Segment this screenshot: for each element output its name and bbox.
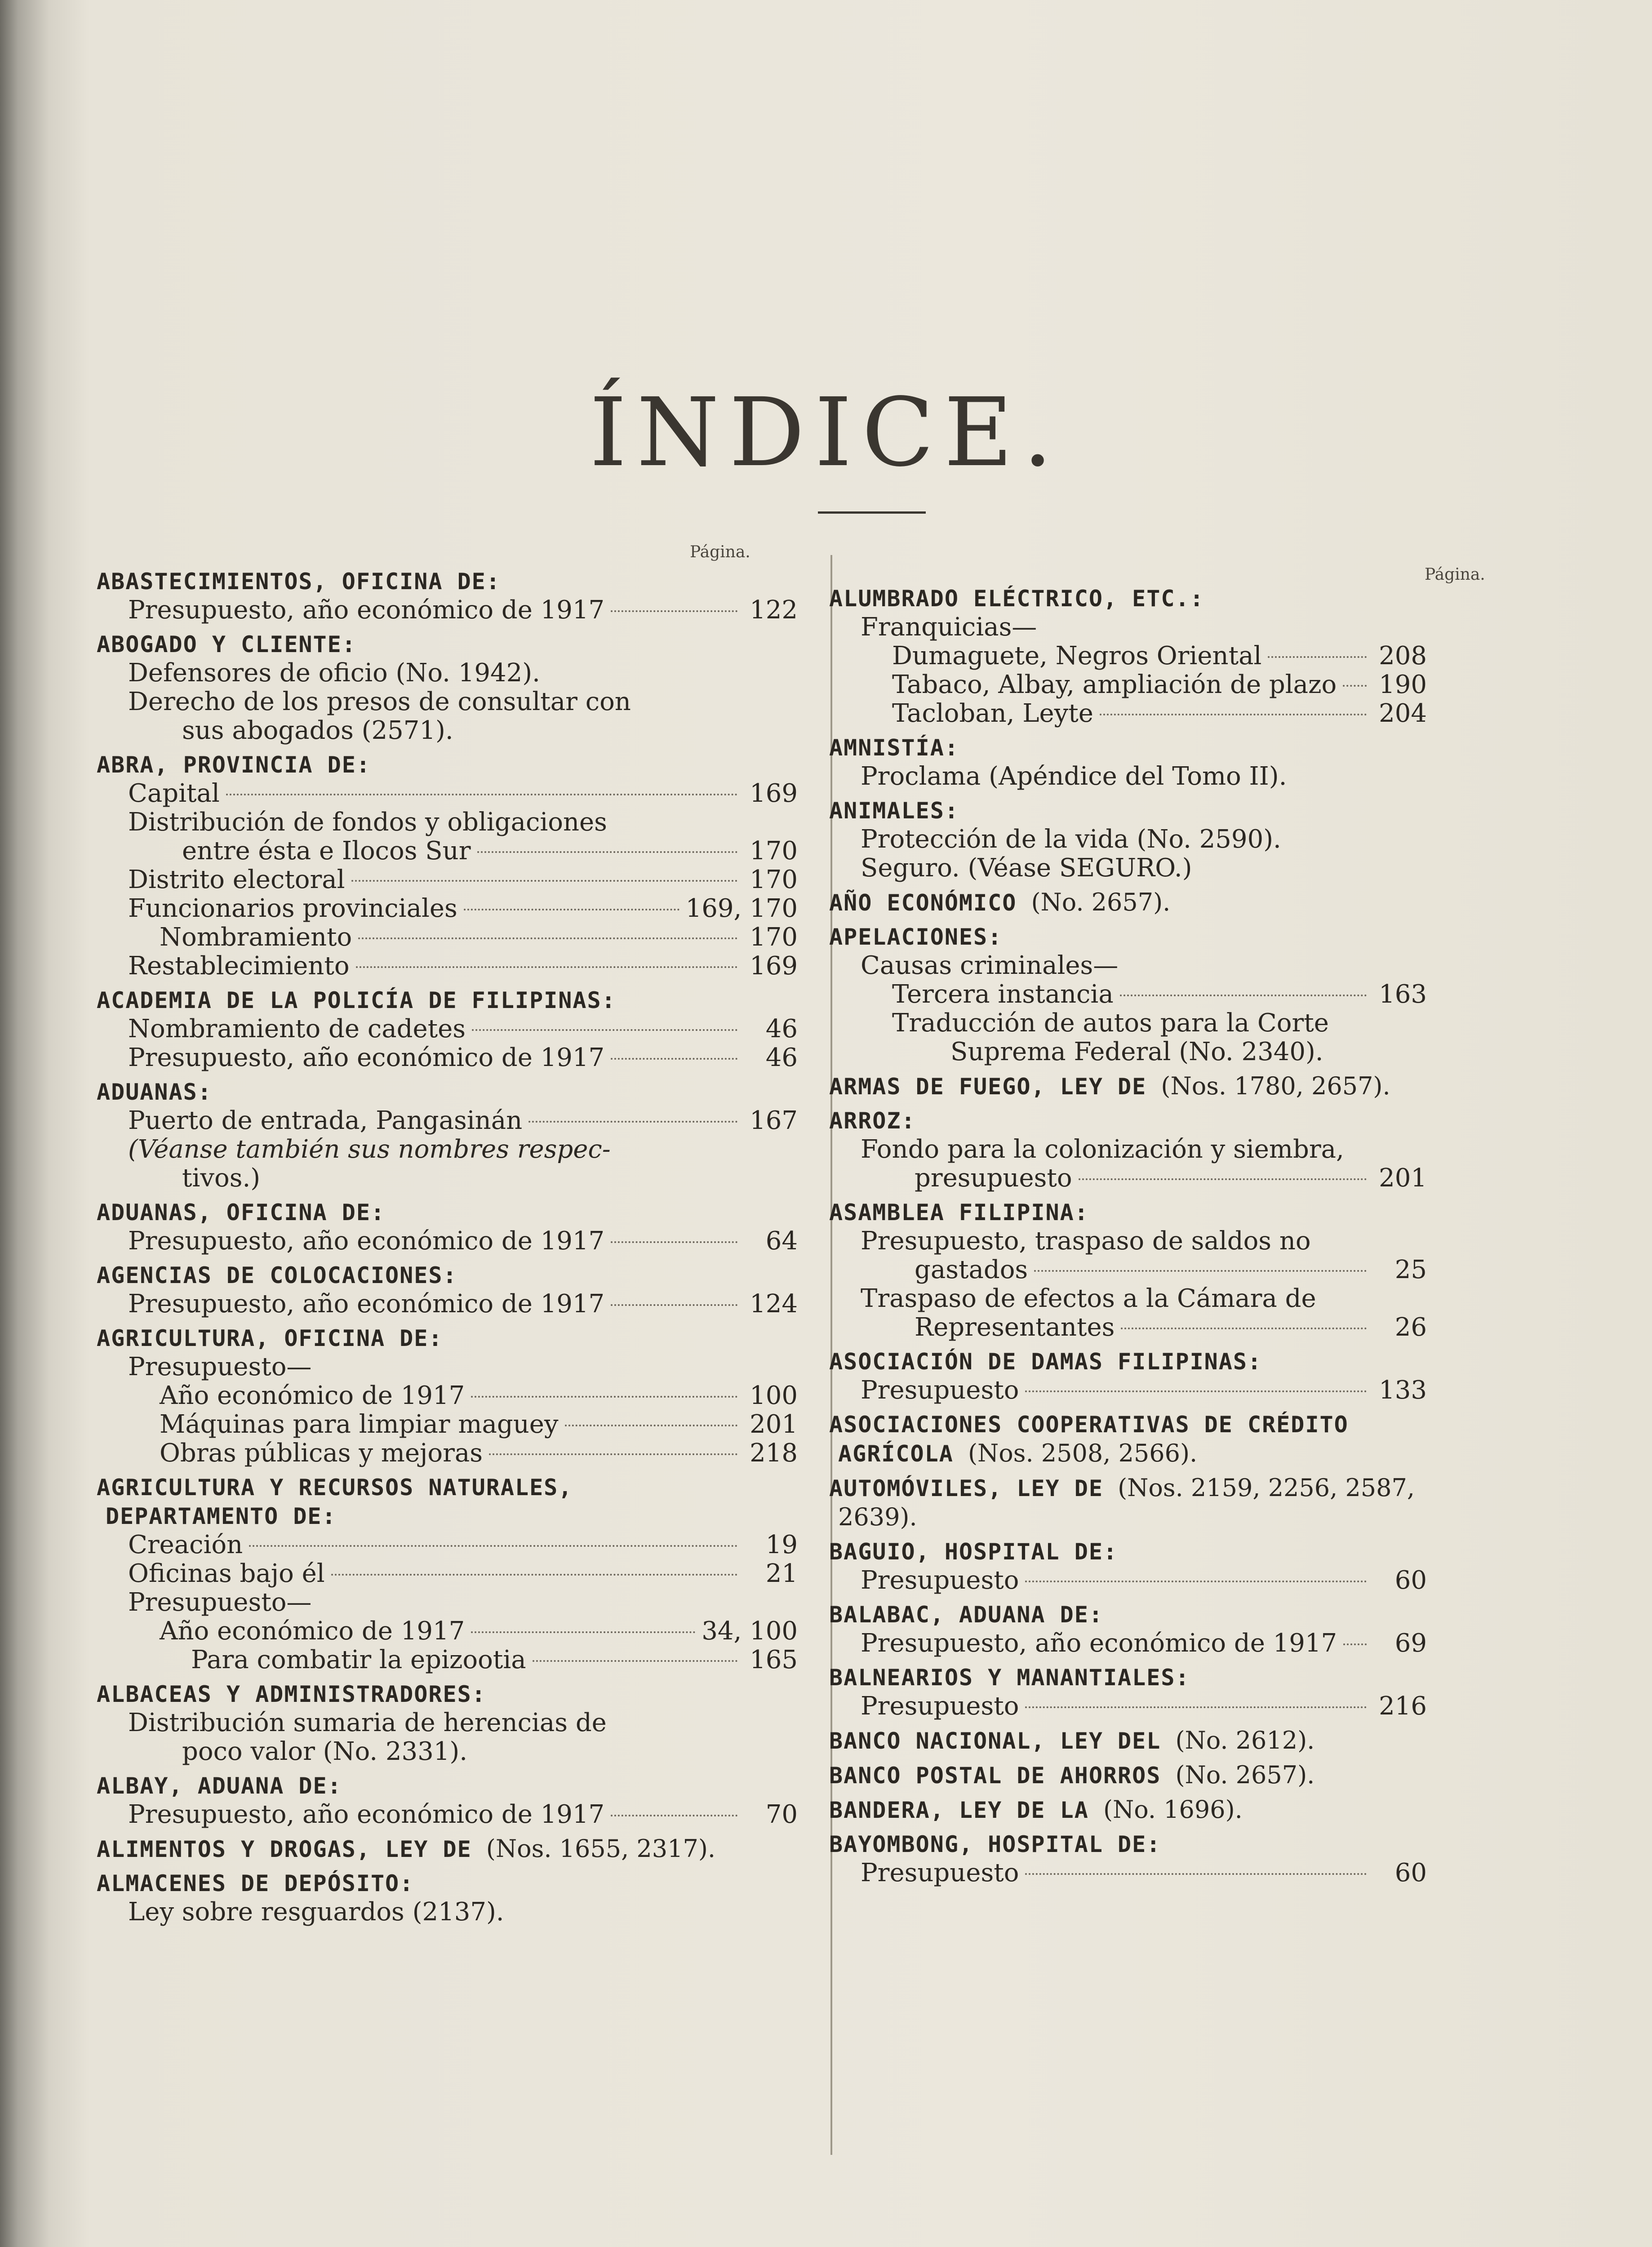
entry-heading: ASOCIACIÓN DE DAMAS FILIPINAS:	[829, 1349, 1262, 1375]
entry-subitem: Presupuesto, año económico de 1917 70	[128, 1800, 798, 1829]
page-ref: 218	[750, 1439, 798, 1468]
page-ref: 208	[1379, 641, 1427, 671]
page-ref: 201	[750, 1410, 798, 1439]
page-ref: 69	[1394, 1629, 1427, 1658]
entry-heading: ABOGADO Y CLIENTE:	[97, 631, 356, 657]
page-ref: 19	[765, 1530, 798, 1559]
index-entry	[97, 1772, 798, 1829]
index-left-column	[97, 567, 798, 1932]
entry-heading: ALBAY, ADUANA DE:	[97, 1773, 342, 1799]
index-entry	[829, 796, 1427, 883]
entry-subitem: Distribución de fondos y obligaciones	[128, 808, 607, 837]
entry-heading: ARMAS DE FUEGO, LEY DE (Nos. 1780, 2657).	[829, 1072, 1390, 1100]
index-entry	[829, 1663, 1427, 1721]
page-ref: 216	[1379, 1692, 1427, 1721]
index-entry	[97, 630, 798, 745]
index-entry	[97, 1078, 798, 1193]
entry-subitem: Presupuesto, año económico de 1917 64	[128, 1226, 798, 1256]
entry-subitem: Presupuesto, año económico de 1917 69	[861, 1629, 1427, 1658]
page-ref: 34, 100	[702, 1616, 798, 1646]
entry-subitem: Tabaco, Albay, ampliación de plazo 190	[892, 670, 1427, 699]
index-entry	[829, 1830, 1427, 1887]
entry-subitem: Seguro. (Véase SEGURO.)	[861, 853, 1192, 883]
entry-subitem: Traspaso de efectos a la Cámara de	[861, 1284, 1316, 1313]
index-entry	[97, 1869, 798, 1927]
entry-subitem: Dumaguete, Negros Oriental 208	[892, 641, 1427, 671]
entry-subitem: Puerto de entrada, Pangasinán 167	[128, 1106, 798, 1135]
entry-subitem-cont: gastados 25	[915, 1255, 1427, 1284]
entry-subitem: Distribución sumaria de herencias de	[128, 1708, 607, 1737]
entry-subitem: Presupuesto, año económico de 1917 122	[128, 595, 798, 625]
entry-subitem: Año económico de 1917 100	[160, 1381, 798, 1410]
left-page-label: Página.	[690, 543, 751, 561]
entry-subitem-cont: entre ésta e Ilocos Sur 170	[182, 836, 798, 866]
page-ref: 169	[750, 951, 798, 981]
entry-subitem: Protección de la vida (No. 2590).	[861, 825, 1281, 854]
entry-heading: ADUANAS, OFICINA DE:	[97, 1199, 386, 1226]
entry-subitem: Presupuesto, año económico de 1917 124	[128, 1289, 798, 1319]
page-ref: 190	[1379, 670, 1427, 699]
index-entry	[829, 1537, 1427, 1595]
entry-subitem: Tacloban, Leyte 204	[892, 699, 1427, 728]
entry-heading: BANCO POSTAL DE AHORROS (No. 2657).	[829, 1761, 1315, 1789]
entry-subitem: Distrito electoral 170	[128, 865, 798, 894]
entry-heading: BANDERA, LEY DE LA (No. 1696).	[829, 1795, 1243, 1824]
index-entry	[829, 1106, 1427, 1193]
index-entry	[829, 1795, 1427, 1825]
entry-subitem: Nombramiento 170	[160, 923, 798, 952]
right-page-label: Página.	[1425, 565, 1485, 584]
entry-subitem-cont: tivos.)	[182, 1163, 261, 1193]
page-title: ÍNDICE.	[589, 377, 1063, 488]
entry-subitem: Presupuesto 216	[861, 1692, 1427, 1721]
index-entry	[97, 750, 798, 981]
index-entry	[97, 986, 798, 1072]
page-ref: 70	[765, 1800, 798, 1829]
page-ref: 124	[750, 1289, 798, 1319]
entry-subitem-cont: Representantes 26	[915, 1313, 1427, 1342]
entry-heading: AGENCIAS DE COLOCACIONES:	[97, 1262, 457, 1288]
entry-subitem: Presupuesto, año económico de 1917 46	[128, 1043, 798, 1072]
entry-subitem: Presupuesto 133	[861, 1376, 1427, 1405]
entry-subitem: Ley sobre resguardos (2137).	[128, 1897, 504, 1927]
page-ref: 133	[1379, 1376, 1427, 1405]
entry-heading: ASOCIACIONES COOPERATIVAS DE CRÉDITO AGRÍCOLA (Nos. 2508, 2566).	[829, 1412, 1349, 1467]
entry-heading: ASAMBLEA FILIPINA:	[829, 1199, 1089, 1226]
entry-heading: BAYOMBONG, HOSPITAL DE:	[829, 1831, 1161, 1857]
entry-subitem: Para combatir la epizootia 165	[191, 1645, 798, 1674]
page-ref: 169, 170	[685, 894, 798, 923]
page-ref: 46	[765, 1043, 798, 1072]
index-entry	[97, 1834, 798, 1864]
index-entry	[829, 1600, 1427, 1658]
entry-subitem: Capital 169	[128, 779, 798, 808]
entry-subitem: Traducción de autos para la Corte	[892, 1008, 1329, 1038]
entry-heading: APELACIONES:	[829, 924, 1003, 950]
entry-heading: ARROZ:	[829, 1108, 916, 1134]
entry-subitem: Restablecimiento 169	[128, 951, 798, 981]
page-ref: 170	[750, 923, 798, 952]
index-entry	[829, 1726, 1427, 1755]
page-ref: 163	[1379, 980, 1427, 1009]
entry-heading: ALMACENES DE DEPÓSITO:	[97, 1870, 414, 1896]
entry-heading: AÑO ECONÓMICO (No. 2657).	[829, 888, 1171, 916]
entry-subitem: Nombramiento de cadetes 46	[128, 1014, 798, 1044]
page-ref: 25	[1394, 1255, 1427, 1284]
index-entry	[829, 888, 1427, 917]
entry-subitem-cont: poco valor (No. 2331).	[182, 1737, 468, 1766]
page-ref: 64	[765, 1226, 798, 1256]
entry-subitem: Franquicias—	[861, 613, 1037, 642]
page-ref: 204	[1379, 699, 1427, 728]
page-ref: 170	[750, 836, 798, 866]
entry-heading: BALNEARIOS Y MANANTIALES:	[829, 1665, 1190, 1691]
index-entry	[97, 1198, 798, 1256]
index-entry	[829, 1761, 1427, 1790]
page-ref: 201	[1379, 1163, 1427, 1193]
entry-heading: AGRICULTURA Y RECURSOS NATURALES, DEPARTAMENTO DE:	[97, 1474, 573, 1529]
entry-subitem: Defensores de oficio (No. 1942).	[128, 658, 540, 688]
page-ref: 60	[1394, 1566, 1427, 1595]
index-entry	[829, 1198, 1427, 1342]
index-right-column	[829, 584, 1427, 1893]
index-entry	[97, 1324, 798, 1468]
index-entry	[97, 1473, 798, 1674]
page-ref: 21	[765, 1559, 798, 1588]
entry-subitem-cont: Suprema Federal (No. 2340).	[950, 1037, 1323, 1066]
index-entry	[829, 733, 1427, 791]
page-ref: 46	[765, 1014, 798, 1044]
index-entry	[829, 1347, 1427, 1405]
entry-subitem: Presupuesto—	[128, 1352, 312, 1381]
page-ref: 60	[1394, 1858, 1427, 1887]
entry-heading: BANCO NACIONAL, LEY DEL (No. 2612).	[829, 1726, 1315, 1754]
entry-subitem: Presupuesto 60	[861, 1566, 1427, 1595]
entry-subitem: (Véanse también sus nombres respec-	[128, 1135, 611, 1164]
entry-subitem: Obras públicas y mejoras 218	[160, 1439, 798, 1468]
entry-subitem: Tercera instancia 163	[892, 980, 1427, 1009]
entry-heading: BAGUIO, HOSPITAL DE:	[829, 1539, 1118, 1565]
index-entry	[97, 1680, 798, 1766]
entry-subitem: Máquinas para limpiar maguey 201	[160, 1410, 798, 1439]
index-entry	[829, 584, 1427, 728]
page-ref: 122	[750, 595, 798, 625]
entry-heading: ABRA, PROVINCIA DE:	[97, 752, 371, 778]
page-ref: 167	[750, 1106, 798, 1135]
page-ref: 26	[1394, 1313, 1427, 1342]
index-entry	[829, 1474, 1427, 1532]
entry-subitem: Año económico de 1917 34, 100	[160, 1616, 798, 1646]
index-entry	[97, 567, 798, 625]
entry-subitem: Presupuesto, traspaso de saldos no	[861, 1226, 1311, 1256]
entry-heading: ANIMALES:	[829, 798, 959, 824]
entry-subitem: Funcionarios provinciales 169, 170	[128, 894, 798, 923]
page-ref: 100	[750, 1381, 798, 1410]
entry-subitem: Presupuesto—	[128, 1588, 312, 1617]
entry-heading: BALABAC, ADUANA DE:	[829, 1602, 1103, 1628]
index-entry	[829, 1410, 1427, 1468]
entry-heading: ABASTECIMIENTOS, OFICINA DE:	[97, 568, 501, 595]
index-entry	[829, 1072, 1427, 1101]
entry-heading: AMNISTÍA:	[829, 735, 959, 761]
index-entry	[829, 923, 1427, 1066]
entry-subitem-cont: presupuesto 201	[915, 1163, 1427, 1193]
page-ref: 165	[750, 1645, 798, 1674]
page-ref: 169	[750, 779, 798, 808]
index-entry	[97, 1261, 798, 1319]
entry-subitem: Causas criminales—	[861, 951, 1119, 980]
entry-subitem: Presupuesto 60	[861, 1858, 1427, 1887]
entry-subitem: Fondo para la colonización y siembra,	[861, 1135, 1344, 1164]
entry-heading: ALUMBRADO ELÉCTRICO, ETC.:	[829, 586, 1204, 612]
page-ref: 170	[750, 865, 798, 894]
entry-heading: AGRICULTURA, OFICINA DE:	[97, 1325, 443, 1351]
title-rule	[818, 511, 926, 514]
entry-subitem: Proclama (Apéndice del Tomo II).	[861, 762, 1287, 791]
entry-subitem-cont: sus abogados (2571).	[182, 716, 453, 745]
entry-heading: ALBACEAS Y ADMINISTRADORES:	[97, 1681, 486, 1707]
entry-heading: ALIMENTOS Y DROGAS, LEY DE (Nos. 1655, 2317).	[97, 1834, 716, 1863]
entry-heading: ADUANAS:	[97, 1079, 212, 1105]
entry-heading: ACADEMIA DE LA POLICÍA DE FILIPINAS:	[97, 987, 616, 1013]
entry-subitem: Oficinas bajo él 21	[128, 1559, 798, 1588]
entry-subitem: Creación 19	[128, 1530, 798, 1559]
entry-subitem: Derecho de los presos de consultar con	[128, 687, 631, 716]
entry-heading: AUTOMÓVILES, LEY DE (Nos. 2159, 2256, 2587, 2639).	[829, 1474, 1415, 1531]
